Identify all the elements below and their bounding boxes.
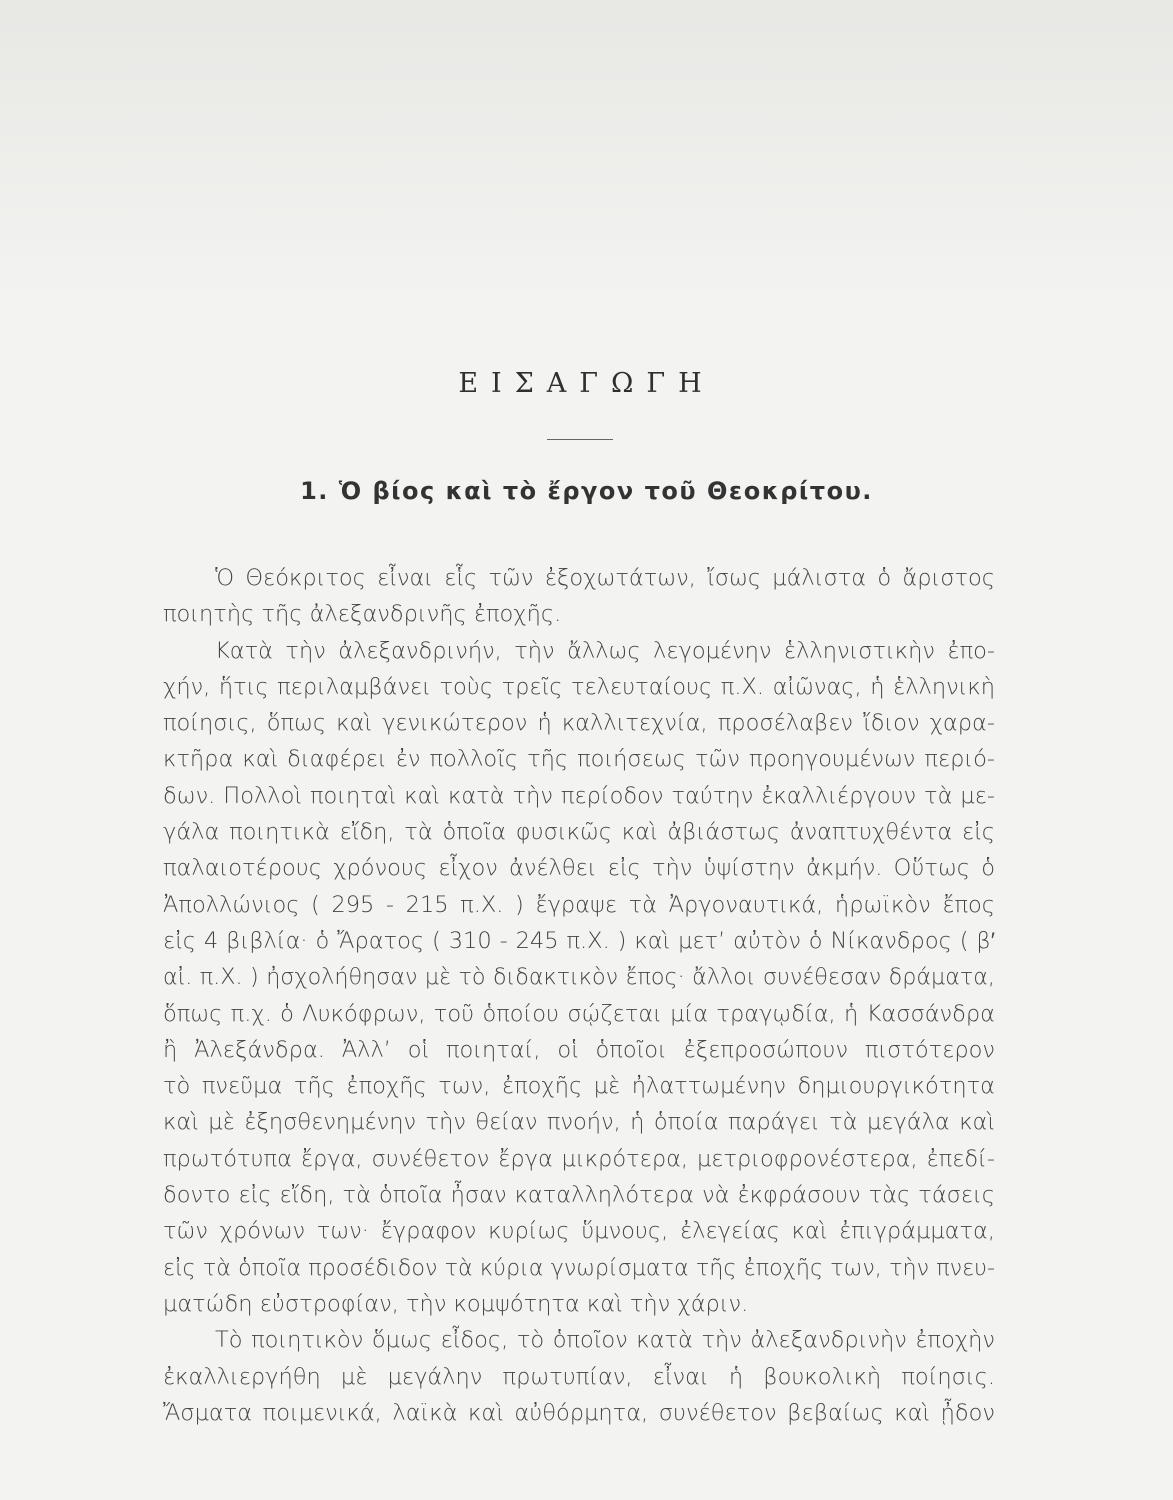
text-line: ποίησις, ὅπως καὶ γενικώτερον ἡ καλλιτεχνία, προσέλαβεν ἴδιον χαρα- xyxy=(163,710,995,737)
text-line: τῶν χρόνων των· ἔγραφον κυρίως ὕμνους, ἐλεγείας καὶ ἐπιγράμματα, xyxy=(163,1218,995,1245)
heading-divider xyxy=(547,439,613,440)
text-line: δων. Πολλοὶ ποιηταὶ καὶ κατὰ τὴν περίοδον ταύτην ἐκαλλιέργουν τὰ με- xyxy=(163,782,995,809)
text-line: ἐκαλλιεργήθη μὲ μεγάλην πρωτυπίαν, εἶναι ἡ βουκολικὴ ποίησις. xyxy=(163,1363,995,1390)
body-text xyxy=(163,560,995,1431)
text-line: εἰς 4 βιβλία· ὁ Ἄρατος ( 310 - 245 π.Χ. ) καὶ μετ’ αὐτὸν ὁ Νίκανδρος ( β′ xyxy=(163,927,995,954)
text-line: Κατὰ τὴν ἀλεξανδρινήν, τὴν ἄλλως λεγομένην ἑλληνιστικὴν ἐπο- xyxy=(215,637,995,664)
text-line: Ὁ Θεόκριτος εἶναι εἷς τῶν ἐξοχωτάτων, ἴσως μάλιστα ὁ ἄριστος xyxy=(215,565,995,591)
text-line: Ἄσματα ποιμενικά, λαϊκὰ καὶ αὐθόρμητα, συνέθετον βεβαίως καὶ ᾖδον xyxy=(163,1399,995,1426)
text-line: ματώδη εὐστροφίαν, τὴν κομψότητα καὶ τὴν χάριν. xyxy=(163,1290,749,1317)
text-line: εἰς τὰ ὁποῖα προσέδιδον τὰ κύρια γνωρίσματα τῆς ἐποχῆς των, τὴν πνευ- xyxy=(163,1254,995,1281)
text-line: δοντο εἰς εἴδη, τὰ ὁποῖα ἦσαν καταλληλότερα νὰ ἐκφράσουν τὰς τάσεις xyxy=(163,1182,995,1209)
text-line: γάλα ποιητικὰ εἴδη, τὰ ὁποῖα φυσικῶς καὶ ἀβιάστως ἀναπτυχθέντα εἰς xyxy=(163,819,995,846)
chapter-heading: ΕΙΣΑΓΩΓΗ xyxy=(458,368,715,399)
page-bleed-through xyxy=(0,0,1173,300)
text-line: ἢ Ἀλεξάνδρα. Ἀλλ’ οἱ ποιηταί, οἱ ὁποῖοι ἐξεπροσώπουν πιστότερον xyxy=(163,1036,995,1063)
text-line: πρωτότυπα ἔργα, συνέθετον ἔργα μικρότερα, μετριοφρονέστερα, ἐπεδί- xyxy=(163,1145,995,1172)
text-line: ποιητὴς τῆς ἀλεξανδρινῆς ἐποχῆς. xyxy=(163,601,562,628)
text-line: τὸ πνεῦμα τῆς ἐποχῆς των, ἐποχῆς μὲ ἠλαττωμένην δημιουργικότητα xyxy=(163,1073,995,1100)
text-line: αἰ. π.Χ. ) ἠσχολήθησαν μὲ τὸ διδακτικὸν ἔπος· ἄλλοι συνέθεσαν δράματα, xyxy=(163,964,995,991)
text-line: Τὸ ποιητικὸν ὅμως εἶδος, τὸ ὁποῖον κατὰ τὴν ἀλεξανδρινὴν ἐποχὴν xyxy=(215,1327,995,1354)
text-line: κτῆρα καὶ διαφέρει ἐν πολλοῖς τῆς ποιήσεως τῶν προηγουμένων περιό- xyxy=(163,746,995,773)
section-title: 1. Ὁ βίος καὶ τὸ ἔργον τοῦ Θεοκρίτου. xyxy=(300,477,873,505)
text-line: Ἀπολλώνιος ( 295 - 215 π.Χ. ) ἔγραψε τὰ Ἀργοναυτικά, ἡρωϊκὸν ἔπος xyxy=(163,891,995,918)
text-line: καὶ μὲ ἐξησθενημένην τὴν θείαν πνοήν, ἡ ὁποία παράγει τὰ μεγάλα καὶ xyxy=(163,1109,995,1136)
text-line: παλαιοτέρους χρόνους εἶχον ἀνέλθει εἰς τὴν ὑψίστην ἀκμήν. Οὕτως ὁ xyxy=(163,855,995,882)
text-line: ὅπως π.χ. ὁ Λυκόφρων, τοῦ ὁποίου σῴζεται μία τραγῳδία, ἡ Κασσάνδρα xyxy=(163,1000,995,1027)
text-line: χήν, ἥτις περιλαμβάνει τοὺς τρεῖς τελευταίους π.Χ. αἰῶνας, ἡ ἑλληνικὴ xyxy=(163,673,995,700)
